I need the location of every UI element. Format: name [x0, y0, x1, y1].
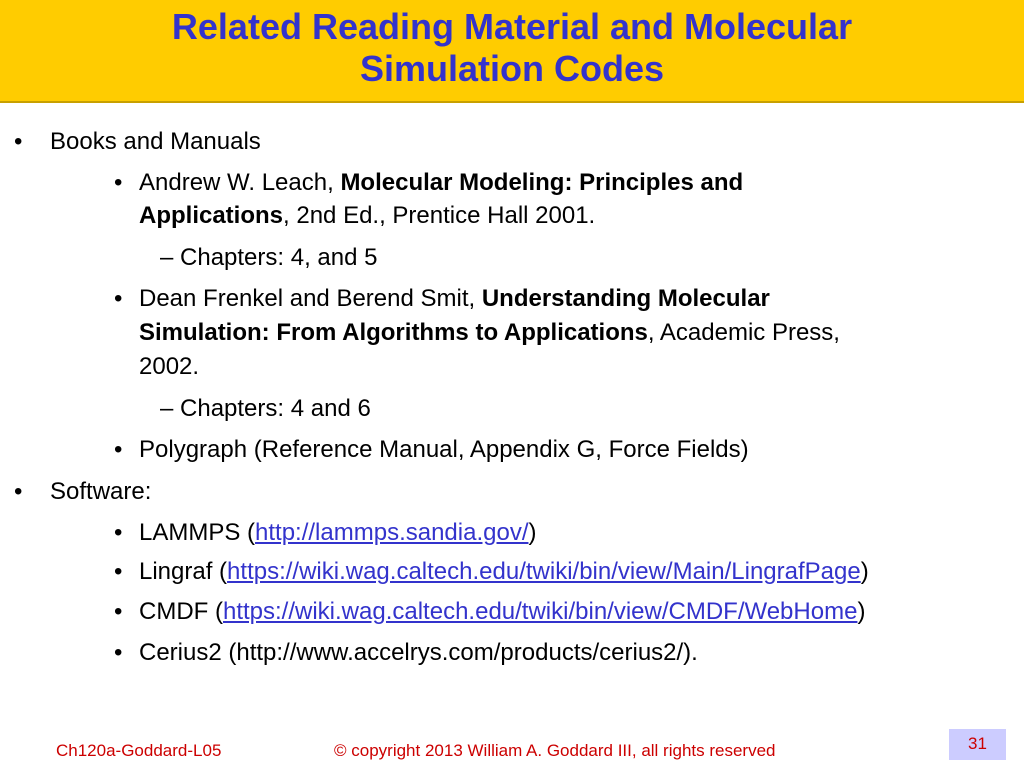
bullet-lammps: • — [114, 519, 123, 546]
bullet-lingraf: • — [114, 558, 123, 585]
footer-copyright: © copyright 2013 William A. Goddard III, all rights reserved — [334, 741, 776, 760]
book2-line2 — [139, 318, 840, 348]
slide-title-line2: Simulation Codes — [359, 48, 665, 89]
book1-line1 — [139, 168, 743, 198]
cmdf-name: CMDF ( — [139, 598, 223, 625]
book1-authors: Andrew W. Leach, — [139, 169, 341, 196]
lammps-item — [139, 518, 536, 548]
bullet-books: • — [14, 128, 23, 155]
cerius2-item: Cerius2 (http://www.accelrys.com/products/cerius2/). — [139, 639, 698, 666]
lammps-close: ) — [528, 519, 537, 546]
book1-chapters: – Chapters: 4, and 5 — [160, 244, 378, 271]
book2-publisher: , Academic Press, — [647, 319, 840, 346]
page-number-box — [949, 729, 1006, 760]
title-bar — [0, 0, 1024, 103]
lingraf-link[interactable]: https://wiki.wag.caltech.edu/twiki/bin/view/Main/LingrafPage — [227, 558, 861, 585]
book1-title-part1: Molecular Modeling: Principles and — [340, 169, 744, 196]
cmdf-close: ) — [857, 598, 866, 625]
book1-title-part2: Applications — [139, 202, 284, 229]
cmdf-link[interactable]: https://wiki.wag.caltech.edu/twiki/bin/view/CMDF/WebHome — [222, 598, 858, 625]
book2-title-part1: Understanding Molecular — [481, 285, 770, 312]
bullet-book1: • — [114, 169, 123, 196]
books-heading: Books and Manuals — [50, 128, 261, 155]
lammps-name: LAMMPS ( — [139, 519, 256, 546]
book2-chapters: – Chapters: 4 and 6 — [160, 395, 371, 422]
footer-course: Ch120a-Goddard-L05 — [56, 741, 222, 760]
polygraph-item: Polygraph (Reference Manual, Appendix G, Force Fields) — [139, 436, 749, 463]
bullet-software: • — [14, 478, 23, 505]
bullet-cerius2: • — [114, 639, 123, 666]
slide-title — [0, 6, 1024, 90]
bullet-book2: • — [114, 285, 123, 312]
book2-authors: Dean Frenkel and Berend Smit, — [139, 285, 482, 312]
bullet-cmdf: • — [114, 598, 123, 625]
book2-line1 — [139, 284, 770, 314]
lingraf-close: ) — [860, 558, 869, 585]
software-heading: Software: — [50, 478, 152, 505]
lammps-link[interactable]: http://lammps.sandia.gov/ — [255, 519, 529, 546]
book1-line2 — [139, 201, 595, 231]
bullet-polygraph: • — [114, 436, 123, 463]
lingraf-name: Lingraf ( — [139, 558, 228, 585]
book1-publisher: , 2nd Ed., Prentice Hall 2001. — [283, 202, 596, 229]
book2-title-part2: Simulation: From Algorithms to Applications — [139, 319, 648, 346]
book2-line3: 2002. — [139, 353, 200, 380]
page-number: 31 — [968, 734, 987, 753]
slide-title-line1: Related Reading Material and Molecular — [171, 6, 853, 47]
cmdf-item — [139, 597, 865, 627]
lingraf-item — [139, 557, 869, 587]
